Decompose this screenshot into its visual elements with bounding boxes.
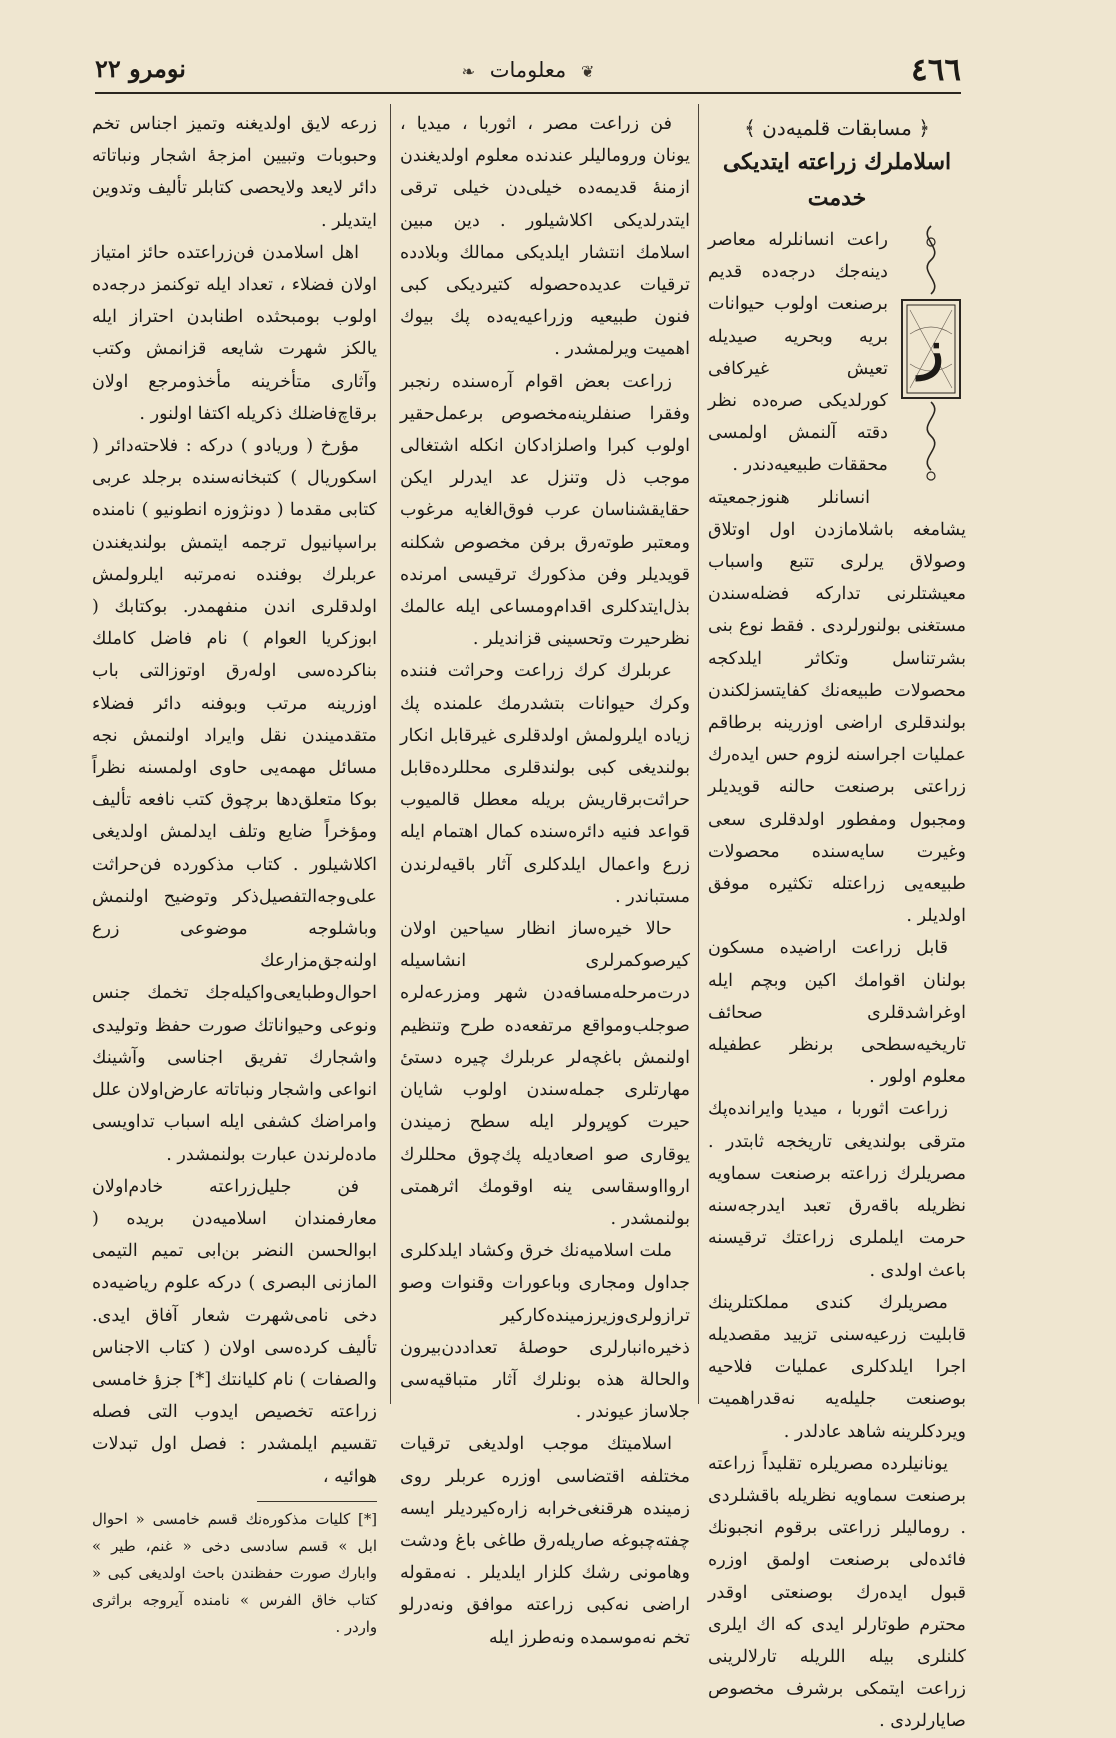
paragraph: فن جليل‌زراعته خادم‌اولان معارفمندان اسلاميه‌دن بريده ( ابوالحسن النضر بن‌ابى تميم التيمى المازنى البصرى ) دركه علوم رياضيه‌ده دخى نامى‌شهرت شعار آفاق ايدى. تأليف كرده‌سى اولان ( كتاب الاجناس والصفات ) نام كليانتك [*] جزؤ خامسى زراعته تخصيص ايدوب التى فصله تقسيم ايلمشدر : فصل اول تبدلات هوائيه ، xyxy=(92,1176,377,1487)
header-rule xyxy=(95,92,961,94)
paragraph: زراعت بعض اقوام آره‌سنده رنجبر وفقرا صنفلرينه‌مخصوص برعمل‌حقير اولوب كبرا واصلزادكان انكله اشتغالى موجب ذل وتنزل عد ايدرلر ايكن حقايقشناسان عرب فوق‌الغايه مرغوب ومعتبر طوته‌رق برفن مخصوص شكلنه قويديلر وفن مذكورك ترقيسى امرنده بذل‌ايتدكلرى اقدام‌ومساعى ايله عالمك نظرحيرت وتحسينى قزانديلر . xyxy=(400,371,690,650)
column-divider xyxy=(698,104,699,1404)
journal-title-group xyxy=(95,58,961,82)
page-header xyxy=(95,50,961,92)
paragraph: مؤرخ ( وريادو ) دركه : فلاحته‌دائر ( اسكوريال ) كتبخانه‌سنده برجلد عربى كتابى مقدما ( دونژوزه انطونيو ) نامنده براسپانيول ترجمه ايتمش بولنديغندن عربلرك بوفنده نه‌مرتبه ايلرولمش اولدقلرى اندن منفهمدر. بوكتابك ( ابوزكريا العوام ) نام فاضل كاملك بناكرده‌سى اوله‌رق اوتوزالتى باب اوزرينه مرتب وبوفنه دائر فضلاء متقدميندن نقل وايراد اولنمش نجه مسائل مهمه‌يى حاوى اولمسنه نظراً بوكا متعلق‌دها برچوق كتب نافعه تأليف ومؤخراً ضايع وتلف ايدلمش اولديغى اكلاشيلور . كتاب مذكورده فن‌حراثت على‌وجه‌التفصيل‌ذكر وتوضيح اولنمش وباشلوجه موضوعى زرع اولنه‌جق‌مزارعك احوال‌وطبايعى‌واكيله‌جك تخمك جنس ونوعى وحيواناتك صورت حفظ وتوليدى واشجارك تفريق اجناسى وآشينك انواعى واشجار ونباتاته عارض‌اولان علل وامراضك كشفى ايله اسباب تداويسى ماده‌لرندن عبارت بولنمشدر . xyxy=(92,436,377,1165)
column-divider xyxy=(390,104,391,1404)
ornament-icon: ❦ xyxy=(580,62,595,81)
paragraph: يونانيلرده مصريلره تقليداً زراعته برصنعت سماويه نظريله باقشلردى . روماليلر زراعتى برقوم انجبونك فائده‌لى برصنعت اولمق اوزره قبول ايده‌رك بوصنعتى اوقدر محترم طوتارلر ايدى كه اك ايلرى كلنلرى بيله اللريله تارلالرينى زراعت ايتمكى برشرف مخصوص صايارلردى . xyxy=(708,1453,966,1732)
paragraph: اهل اسلامدن فن‌زراعتده حائز امتياز اولان فضلاء ، تعداد ايله توكنمز درجه‌ده اولوب بومبحثده اطنابدن احتراز ايله يالكز شهرت شايعه قزانمش وكتب وآثارى متأخرينه مأخذومرجع اولان برقاچ‌فاضلك ذكريله اكتفا اولنور . xyxy=(92,242,377,424)
paragraph: حالا خيره‌ساز انظار سياحين اولان كيرصوكمرلرى انشاسيله درت‌مرحله‌مسافه‌دن شهر ومزرعه‌لره صوجلب‌ومواقع مرتفعه‌ده طرح وتنظيم اولنمش باغچه‌لر عربلرك چيره دستىٔ مهارتلرى جمله‌سندن اولوب شايان حيرت كوپرولر ايله سطح زميندن يوقارى صو اصعاديله پك‌چوق محللرك اروااوسقاسى ينه اوقومك اثرهمتى بولنمشدر . xyxy=(400,919,690,1229)
section-subtitle: اسلاملرك زراعته ايتديكى خدمت xyxy=(722,149,952,211)
paragraph: زرعه لايق اولديغنه وتميز اجناس تخم وحبوبات وتبيين امزجهٔ اشجار ونباتاته دائر لايعد ولايحصى كتابلر تأليف وتدوين ايتديلر . xyxy=(92,114,377,231)
decorated-initial xyxy=(896,224,966,484)
paragraph: زراعت اثوربا ، ميديا وايرانده‌پك مترقى بولنديغى تاريخجه ثابتدر . مصريلرك زراعته برصنعت سماويه نظريله باقه‌رق تعبد ايدرجه‌سنه حرمت ايلملرى زراعتك ترقيسنه باعث اولدى . xyxy=(708,1099,966,1281)
paragraph: انسانلر هنوزجمعيته يشامغه باشلامازدن اول اوتلاق وصولاق يرلرى تتبع واسباب معيشتلرنى تداركه فضله‌سندن مستغنى بولنورلردى . فقط نوع بنى بشرتناسل وتكاثر ايلدكجه محصولات طبيعه‌نك كفايتسزلكندن بولندقلرى اراضى اوزرينه برطاقم عمليات اجراسنه لزوم حس ايده‌رك زراعتى برصنعت حالنه قويديلر ومجبول ومفطور اولدقلرى سعى وغيرت سايه‌سنده محصولات طبيعه‌يى زراعتله تكثيره موفق اولديلر . xyxy=(708,487,966,927)
footnote-rule xyxy=(257,1501,377,1502)
column-middle xyxy=(400,108,690,1648)
issue-number: نومرو ٢٢ xyxy=(95,54,186,83)
footnote: [*] كليات مذكوره‌نك قسم خامسى « احوال ابل » قسم سادسى دخى « غنم، طير » وابارك صورت حفظندن باحث اولديغى كبى « كتاب خاق الفرس » نامنده آيروجه براثرى واردر . xyxy=(92,1510,377,1636)
column-left xyxy=(92,108,377,1636)
paragraph: فن زراعت مصر ، اثوربا ، ميديا ، يونان وروماليلر عندنده معلوم اولديغندن ازمنهٔ قديمه‌ده خيلى‌دن خيلى ترقى ايتدرلديكى اكلاشيلور . دين مبين اسلامك انتشار ايلديكى ممالك وبلادده ترقيات عديده‌حصوله كتيرديكى كبى فنون طبيعيه وزراعيه‌يه‌ده پك بيوك اهميت ويرلمشدر . xyxy=(400,114,690,360)
paragraph: قابل زراعت اراضيده مسكون بولنان اقوامك اكين وبچم ايله اوغراشدقلرى صحائف تاريخيه‌سطحى برنظر عطفيله معلوم اولور . xyxy=(708,938,966,1088)
journal-title: معلومات xyxy=(489,58,567,82)
paragraph: عربلرك كرك زراعت وحراثت فننده وكرك حيوانات بتشدرمك علمنده پك زياده ايلرولمش اولدقلرى غيرقابل انكار بولنديغى كبى بولندقلرى محللرده‌قابل حراثت‌برقاريش بريله معطل قالميوب قواعد فنيه دائره‌سنده كمال اهتمام ايله زرع واعمال ايلدكلرى آثار باقيه‌لرندن مستباندر . xyxy=(400,661,690,907)
paragraph: مصريلرك كندى مملكتلرينك قابليت زرعيه‌سنى تزييد مقصديله اجرا ايلدكلرى عمليات فلاحيه بوصنعت جليله‌يه نه‌قدراهميت ويردكلرينه شاهد عادلدر . xyxy=(708,1292,966,1442)
column-right xyxy=(708,112,966,1732)
ornament-icon: ❧ xyxy=(461,62,475,81)
paragraph: راعت انسانلرله معاصر دينه‌جك درجه‌ده قديم برصنعت اولوب حيوانات بريه وبحريه صيديله تعيش غيركافى كورلديكى صره‌ده نظر دقته آلنمش اولمسى محققات طبيعيه‌دندر . xyxy=(708,230,888,476)
page-number: ٤٦٦ xyxy=(911,52,961,88)
section-title: ﴿ مسابقات قلميه‌دن ﴾ xyxy=(744,116,930,140)
initial-letter: ز xyxy=(918,320,944,381)
paragraph: اسلاميتك موجب اولديغى ترقيات مختلفه اقتضاسى اوزره عربلر روى زمينده هرقنغى‌خرابه زاره‌كيرديلر ايسه چفته‌چبوغه صاريله‌رق طاغى باغ ودشت وهامونى رشك كلزار ايلديلر . نه‌مقوله اراضى نه‌كبى زراعته موافق ونه‌درلو تخم نه‌موسمده ونه‌طرز ايله xyxy=(400,1434,690,1648)
paragraph: ملت اسلاميه‌نك خرق وكشاد ايلدكلرى جداول ومجارى وباعورات وقنوات وصو ترازولرى‌وزيرزمينده‌كاركير ذخيره‌انبارلرى حوصلهٔ تعداددن‌بيرون والحالة هذه بونلرك آثار متباقيه‌سى جلاساز عيوندر . xyxy=(400,1241,690,1423)
